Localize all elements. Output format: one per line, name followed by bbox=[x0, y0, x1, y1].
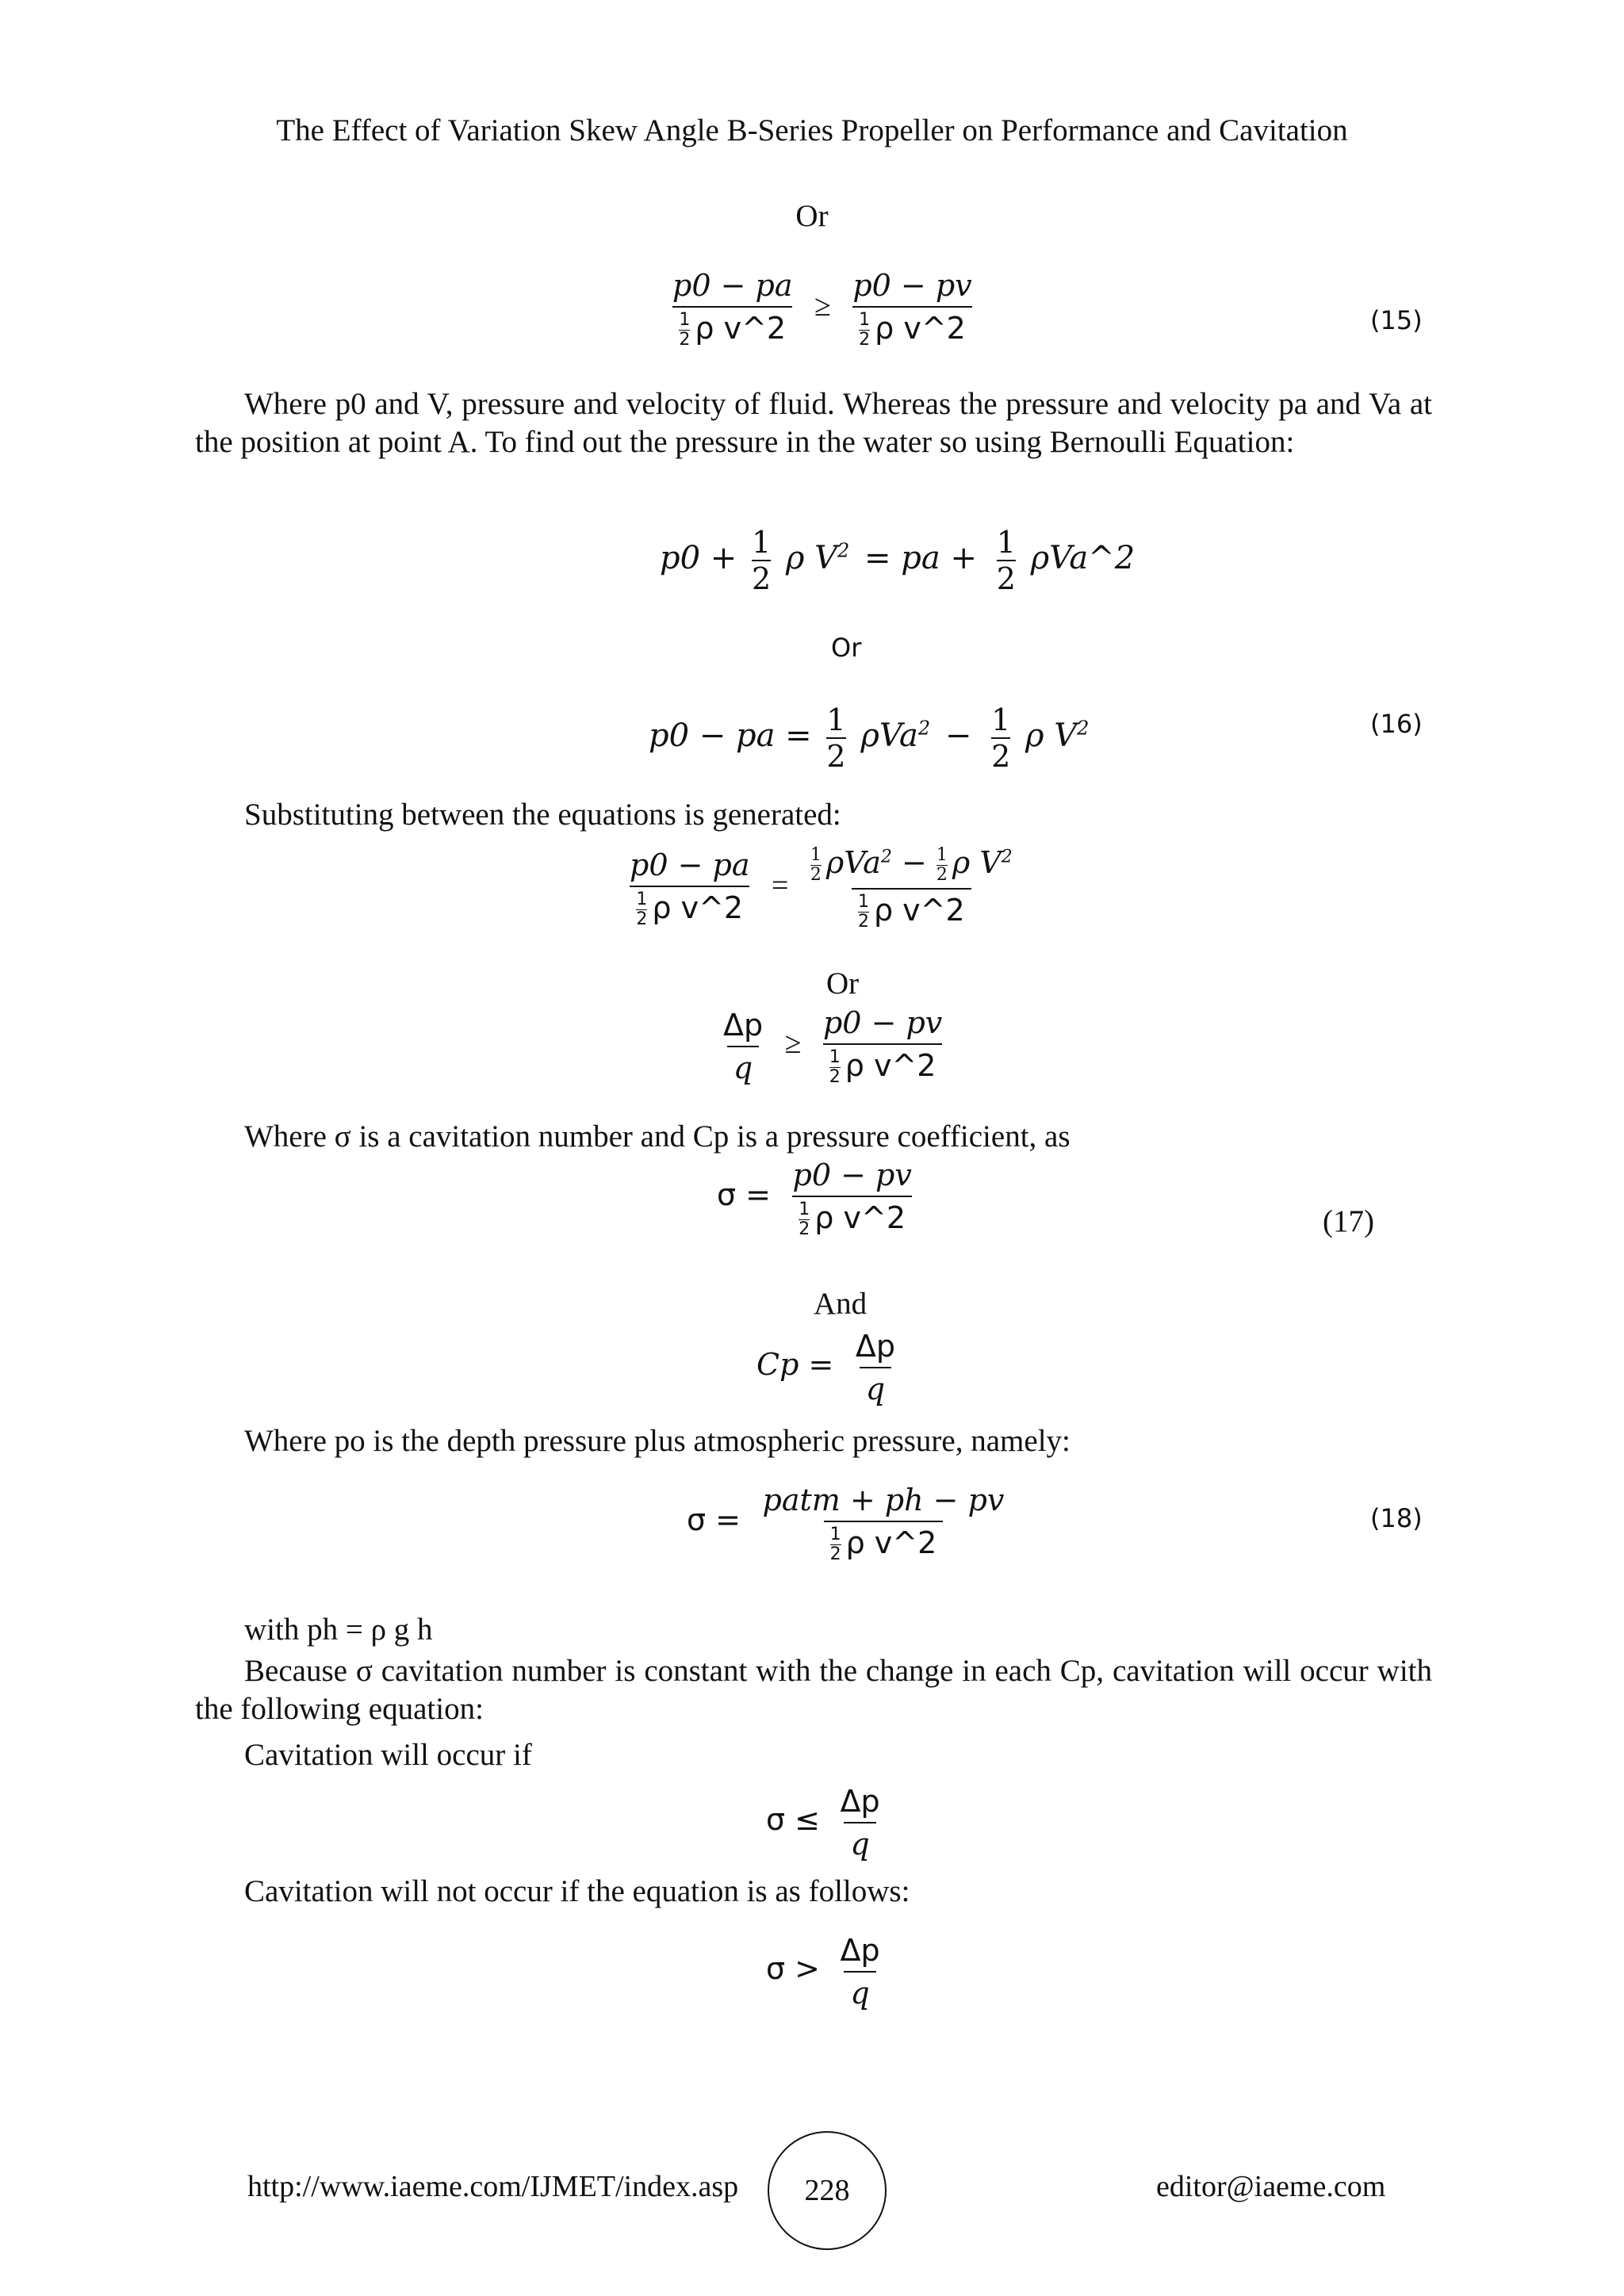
eq15-lhs-denominator: ρ v^2 bbox=[695, 311, 787, 346]
cp-equation: Cp = $\frac{\Delta p}{q}$ bbox=[756, 1329, 895, 1406]
equation-number-16: (16) bbox=[1370, 709, 1423, 739]
cavitation-occur-condition: σ ≤ $\frac{\Delta p}{q}$ bbox=[766, 1784, 880, 1862]
eq15-operator: ≥ bbox=[814, 289, 831, 323]
cavitation-not-occur-condition: σ > $\frac{\Delta p}{q}$ bbox=[766, 1933, 880, 2011]
equation-number-17: (17) bbox=[1323, 1204, 1374, 1238]
paragraph-cavitation-number: Where σ is a cavitation number and Cp is a pressure coefficient, as bbox=[244, 1119, 1071, 1154]
paragraph-constant-sigma: Because σ cavitation number is constant with the change in each Cp, cavitation will occur with the following equation: bbox=[195, 1654, 1432, 1726]
equation-15: p0 − pa $\frac{1}{2}$ ρ v^2 ≥ p0 − pv $\frac{1}{2}$ ρ v^2 bbox=[666, 268, 979, 350]
paragraph-bernoulli-intro: Where p0 and V, pressure and velocity of fluid. Whereas the pressure and velocity pa and Va at the position at point A. To find out the pressure in the water so using Bernoulli Equation: bbox=[195, 387, 1432, 459]
eq15-rhs-denominator: ρ v^2 bbox=[875, 311, 966, 346]
or-label-2: Or bbox=[831, 633, 862, 663]
substituted-equation: p0 − pa $\frac{1}{2}$ ρ v^2 = $\frac{1}{2}$ ρVa$^2$ − $\frac{1}{2}$ ρ $V^2$ $\frac{1}{2}$ ρ v^2 bbox=[630, 845, 1013, 932]
paragraph-substituting: Substituting between the equations is generated: bbox=[244, 798, 841, 832]
cavitation-not-occur-text: Cavitation will not occur if the equation is as follows: bbox=[244, 1874, 910, 1908]
equation-number-18: (18) bbox=[1370, 1503, 1423, 1533]
and-label: And bbox=[814, 1287, 868, 1321]
page-number: 228 bbox=[768, 2131, 887, 2250]
delta-inequality: $\frac{\Delta p}{q}$ ≥ p0 − pv $\frac{1}{2}$ ρ v^2 bbox=[723, 1005, 943, 1087]
equation-18: σ = patm + ph − pv $\frac{1}{2}$ ρ v^2 bbox=[687, 1483, 1005, 1564]
or-label: Or bbox=[795, 199, 829, 233]
eq15-lhs-numerator: p0 − pa bbox=[672, 268, 793, 303]
equation-number-15: (15) bbox=[1370, 305, 1423, 335]
footer-email-link[interactable]: editor@iaeme.com bbox=[1156, 2170, 1386, 2203]
ph-definition: with ph = ρ g h bbox=[244, 1613, 433, 1647]
bernoulli-equation: p0 + $\frac{1}{2}$ ρ $V^2$ = pa + $\frac{1}{2}$ ρVa^2 bbox=[660, 525, 1136, 596]
cavitation-occur-text: Cavitation will occur if bbox=[244, 1738, 532, 1772]
eq15-rhs-numerator: p0 − pv bbox=[852, 268, 972, 303]
paragraph-depth-pressure: Where po is the depth pressure plus atmospheric pressure, namely: bbox=[244, 1424, 1071, 1458]
running-header: The Effect of Variation Skew Angle B-Series Propeller on Performance and Cavitation bbox=[276, 113, 1348, 147]
footer-url-link[interactable]: http://www.iaeme.com/IJMET/index.asp bbox=[247, 2170, 739, 2203]
equation-17: σ = p0 − pv $\frac{1}{2}$ ρ v^2 bbox=[717, 1158, 912, 1239]
or-label-3: Or bbox=[826, 966, 860, 1001]
equation-16: p0 − pa = $\frac{1}{2}$ ρVa$^2$ − $\frac{1}{2}$ ρ $V^2$ bbox=[649, 702, 1090, 774]
